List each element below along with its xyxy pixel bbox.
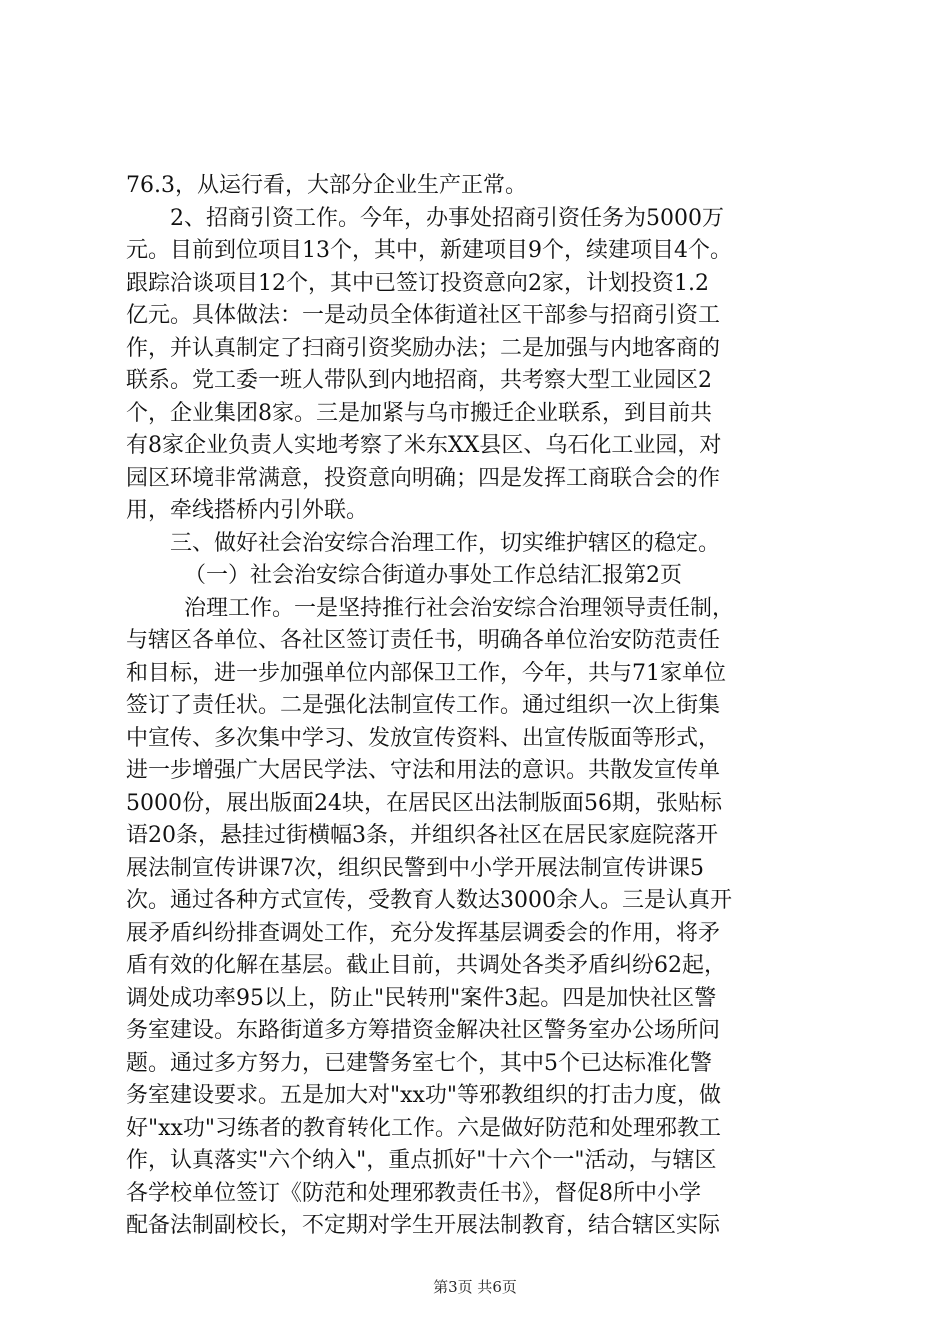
text-line: 次。通过各种方式宣传，受教育人数达3000余人。三是认真开 [126,888,732,913]
text-line: 调处成功率95以上，防止"民转刑"案件3起。四是加快社区警 [126,985,717,1011]
text-line: 有8家企业负责人实地考察了米东XX县区、乌石化工业园，对 [126,433,722,458]
text-line: 和目标，进一步加强单位内部保卫工作，今年，共与71家单位 [126,660,726,686]
page-number: 第3页 共6页 [433,1278,517,1296]
text-line: 园区环境非常满意，投资意向明确；四是发挥工商联合会的作 [126,465,721,491]
text-line: 展矛盾纠纷排查调处工作，充分发挥基层调委会的作用，将矛 [126,920,721,946]
subsection-heading: （一）社会治安综合街道办事处工作总结汇报第2页 [184,563,682,588]
page-footer [0,1276,950,1297]
text-line: 签订了责任状。二是强化法制宣传工作。通过组织一次上街集 [126,693,721,718]
text-line: 务室建设。东路街道多方筹措资金解决社区警务室办公场所问 [126,1018,721,1043]
text-line: 个，企业集团8家。三是加紧与乌市搬迁企业联系，到目前共 [126,400,712,426]
text-line: 用，牵线搭桥内引外联。 [126,498,369,523]
text-line: 作，认真落实"六个纳入"，重点抓好"十六个一"活动，与辖区 [126,1148,717,1173]
text-line: 题。通过多方努力，已建警务室七个，其中5个已达标准化警 [126,1050,712,1076]
text-line: 务室建设要求。五是加大对"xx功"等邪教组织的打击力度，做 [126,1083,722,1108]
text-line: 作，并认真制定了扫商引资奖励办法；二是加强与内地客商的 [126,335,721,361]
text-line: 好"xx功"习练者的教育转化工作。六是做好防范和处理邪教工 [126,1115,722,1141]
text-line: 亿元。具体做法：一是动员全体街道社区干部参与招商引资工 [126,303,721,328]
text-line: 76.3，从运行看，大部分企业生产正常。 [126,173,527,198]
text-line: 2、招商引资工作。今年，办事处招商引资任务为5000万 [170,205,724,231]
text-line: 治理工作。一是坚持推行社会治安综合治理领导责任制， [184,595,735,621]
text-line: 盾有效的化解在基层。截止目前，共调处各类矛盾纠纷62起， [126,953,726,978]
document-body [126,170,841,1243]
text-line: 语20条，悬挂过街横幅3条，并组织各社区在居民家庭院落开 [126,823,718,848]
section-heading: 三、做好社会治安综合治理工作，切实维护辖区的稳定。 [170,530,721,556]
text-line: 进一步增强广大居民学法、守法和用法的意识。共散发宣传单 [126,758,721,783]
text-line: 中宣传、多次集中学习、发放宣传资料、出宣传版面等形式， [126,725,721,751]
text-line: 展法制宣传讲课7次，组织民警到中小学开展法制宣传讲课5 [126,855,704,881]
text-line: 联系。党工委一班人带队到内地招商，共考察大型工业园区2 [126,368,712,393]
text-line: 跟踪洽谈项目12个，其中已签订投资意向2家，计划投资1.2 [126,270,709,296]
text-line: 5000份，展出版面24块，在居民区出法制版面56期，张贴标 [126,790,722,816]
text-line: 配备法制副校长，不定期对学生开展法制教育，结合辖区实际 [126,1213,721,1238]
text-line: 元。目前到位项目13个，其中，新建项目9个，续建项目4个。 [126,238,732,263]
text-line: 各学校单位签订《防范和处理邪教责任书》，督促8所中小学 [126,1180,701,1206]
text-line: 与辖区各单位、各社区签订责任书，明确各单位治安防范责任 [126,628,721,653]
